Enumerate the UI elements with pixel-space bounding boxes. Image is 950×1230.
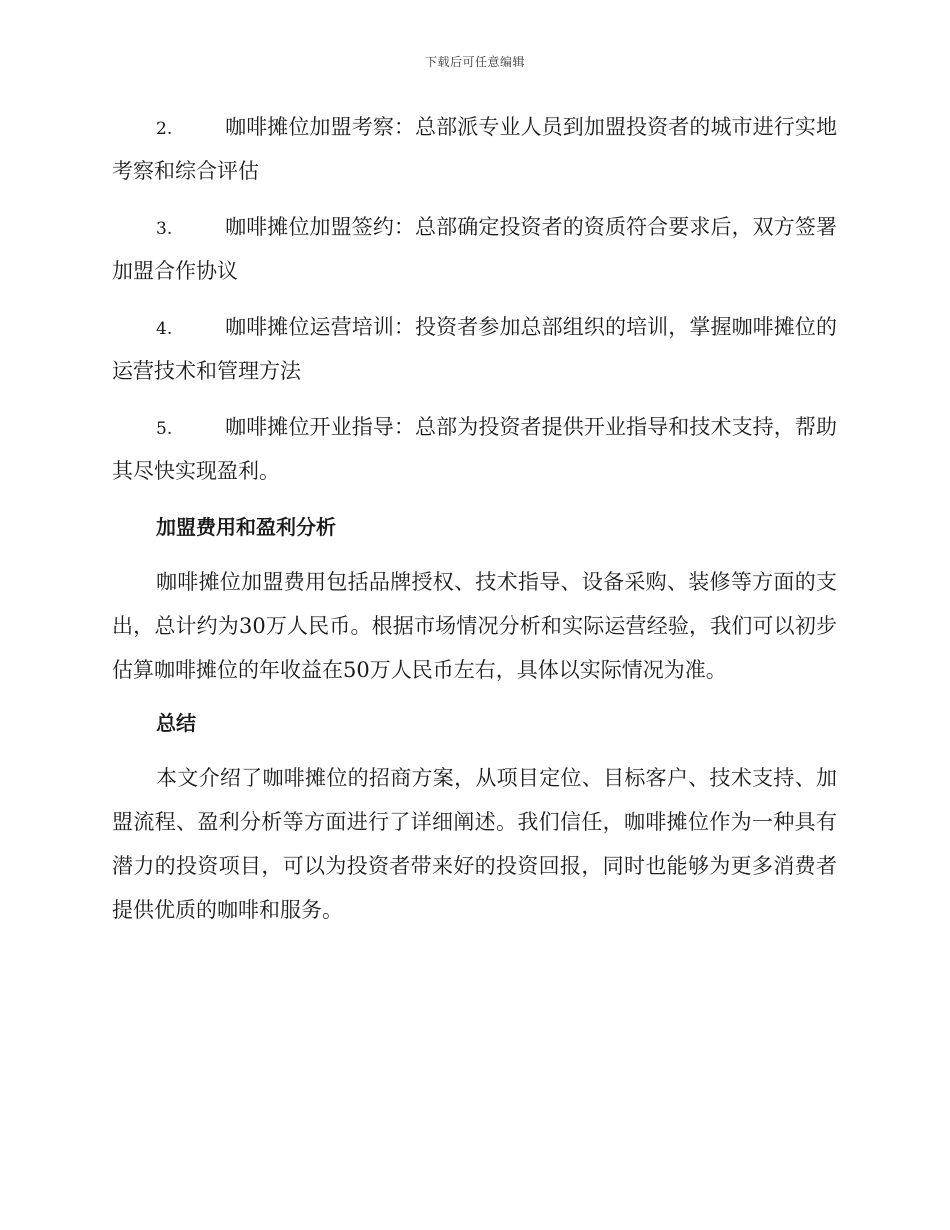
list-item-text: 咖啡摊位开业指导：总部为投资者提供开业指导和技术支持，帮助其尽快实现盈利。 [112, 415, 837, 483]
list-item-number: 4. [156, 319, 173, 339]
list-item-number: 2. [156, 119, 173, 139]
section-paragraph-summary: 本文介绍了咖啡摊位的招商方案，从项目定位、目标客户、技术支持、加盟流程、盈利分析等方面进行了详细阐述。我们信任，咖啡摊位作为一种具有潜力的投资项目，可以为投资者带来好的投资回报，同时也能够为更多消费者提供优质的咖啡和服务。 [112, 766, 837, 922]
section-heading-fees: 加盟费用和盈利分析 [156, 515, 336, 539]
list-item-text: 咖啡摊位加盟考察：总部派专业人员到加盟投资者的城市进行实地考察和综合评估 [112, 115, 837, 183]
list-item-text: 咖啡摊位加盟签约：总部确定投资者的资质符合要求后，双方签署加盟合作协议 [112, 215, 837, 283]
list-item-number: 5. [156, 419, 173, 439]
section-paragraph-fees: 咖啡摊位加盟费用包括品牌授权、技术指导、设备采购、装修等方面的支出，总计约为30万人民币。根据市场情况分析和实际运营经验，我们可以初步估算咖啡摊位的年收益在50万人民币左右，具体以实际情况为准。 [112, 570, 837, 682]
page-header-note: 下载后可任意编辑 [424, 55, 525, 69]
list-item [112, 106, 837, 192]
list-item [112, 306, 837, 392]
document-body [112, 106, 837, 942]
section-heading-summary: 总结 [156, 711, 196, 735]
list-item [112, 406, 837, 492]
list-item [112, 206, 837, 292]
list-item-text: 咖啡摊位运营培训：投资者参加总部组织的培训，掌握咖啡摊位的运营技术和管理方法 [112, 315, 837, 383]
list-item-number: 3. [156, 219, 173, 239]
